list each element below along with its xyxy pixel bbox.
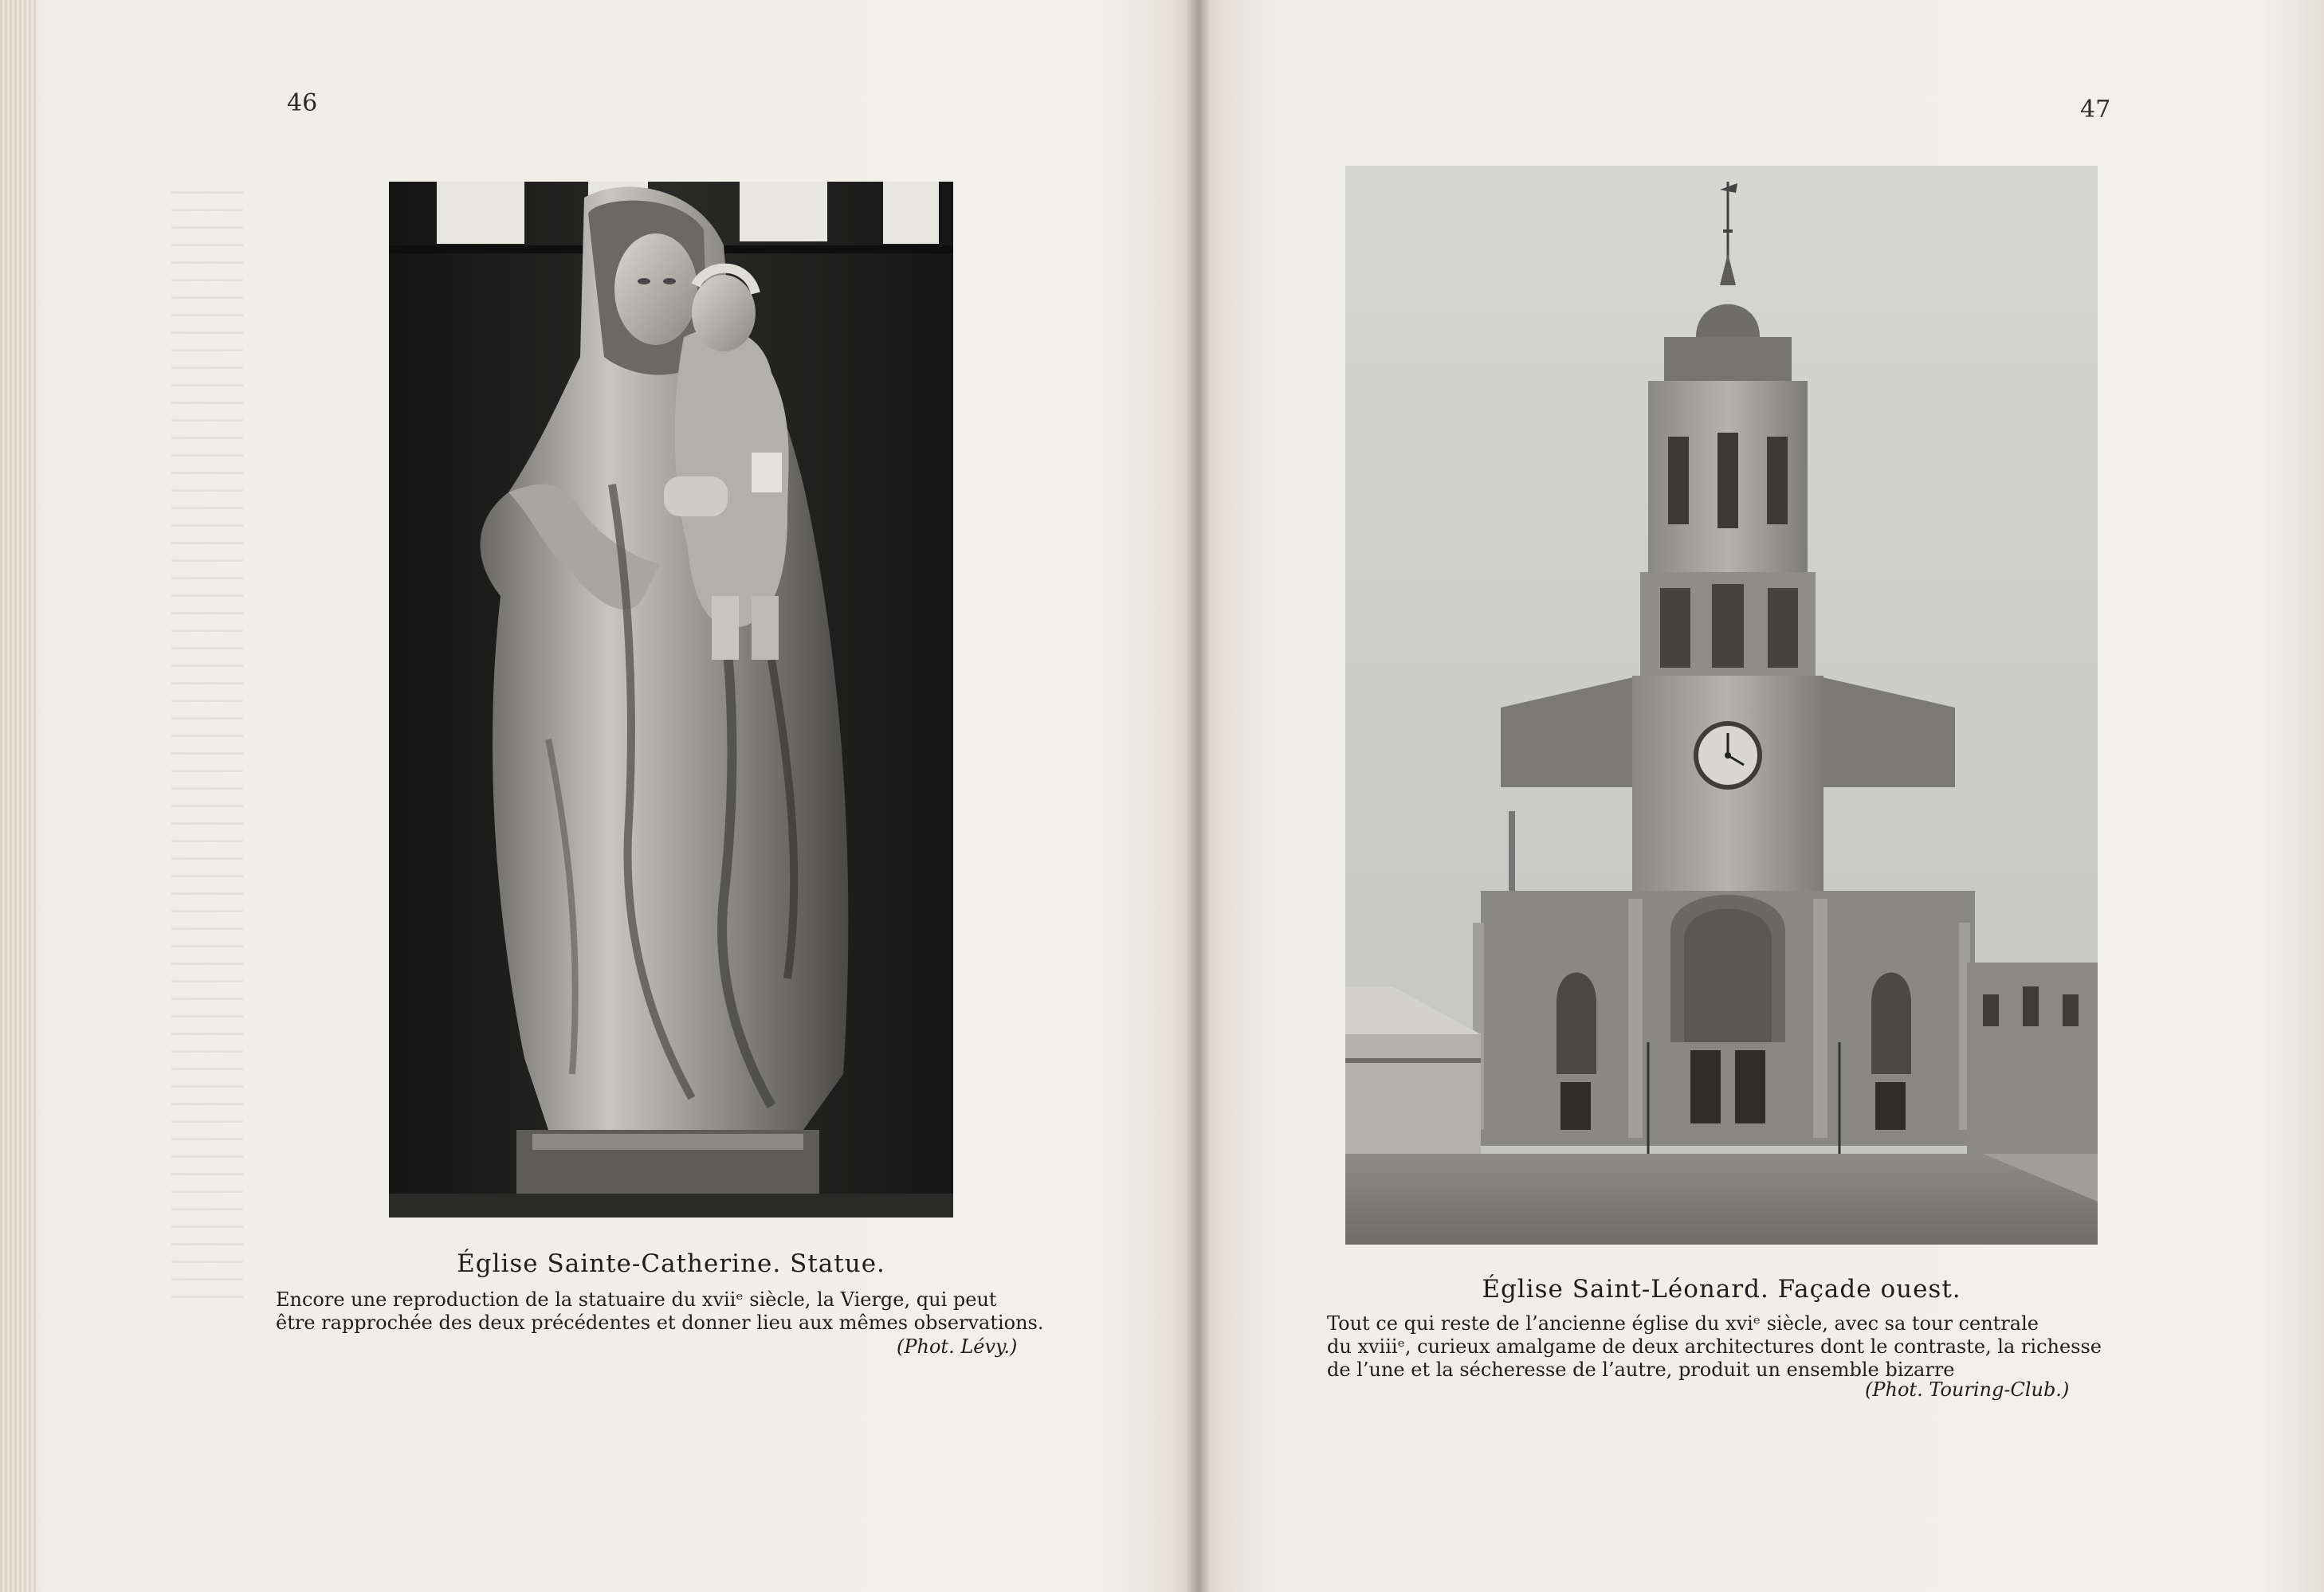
- figure-title-left: Église Sainte-Catherine. Statue.: [457, 1249, 885, 1278]
- figure-title-right: Église Saint-Léonard. Façade ouest.: [1482, 1275, 1961, 1304]
- photo-credit-left: (Phot. Lévy.): [897, 1335, 1018, 1358]
- figure-caption-right: [1327, 1312, 2108, 1382]
- caption-line: du xviiiᵉ, curieux amalgame de deux architectures dont le contraste, la richesse: [1327, 1335, 2102, 1358]
- page-number-left: 46: [287, 89, 318, 117]
- book-gutter: [1186, 0, 1210, 1592]
- page-edges: [0, 0, 38, 1592]
- page-number-right: 47: [2080, 96, 2111, 124]
- figure-caption-left: [276, 1288, 1057, 1335]
- caption-line: Tout ce qui reste de l’ancienne église du xviᵉ siècle, avec sa tour centrale: [1327, 1312, 2039, 1335]
- caption-line: Encore une reproduction de la statuaire du xviiᵉ siècle, la Vierge, qui peut: [276, 1288, 997, 1311]
- photo-statue-virgin-and-child: [389, 182, 953, 1218]
- photo-credit-right: (Phot. Touring-Club.): [1865, 1378, 2070, 1401]
- photo-church-facade: [1345, 166, 2098, 1245]
- caption-line: de l’une et la sécheresse de l’autre, produit un ensemble bizarre: [1327, 1359, 1955, 1381]
- caption-line: être rapprochée des deux précédentes et donner lieu aux mêmes observations.: [276, 1312, 1044, 1334]
- bleed-through-text: [171, 191, 243, 1307]
